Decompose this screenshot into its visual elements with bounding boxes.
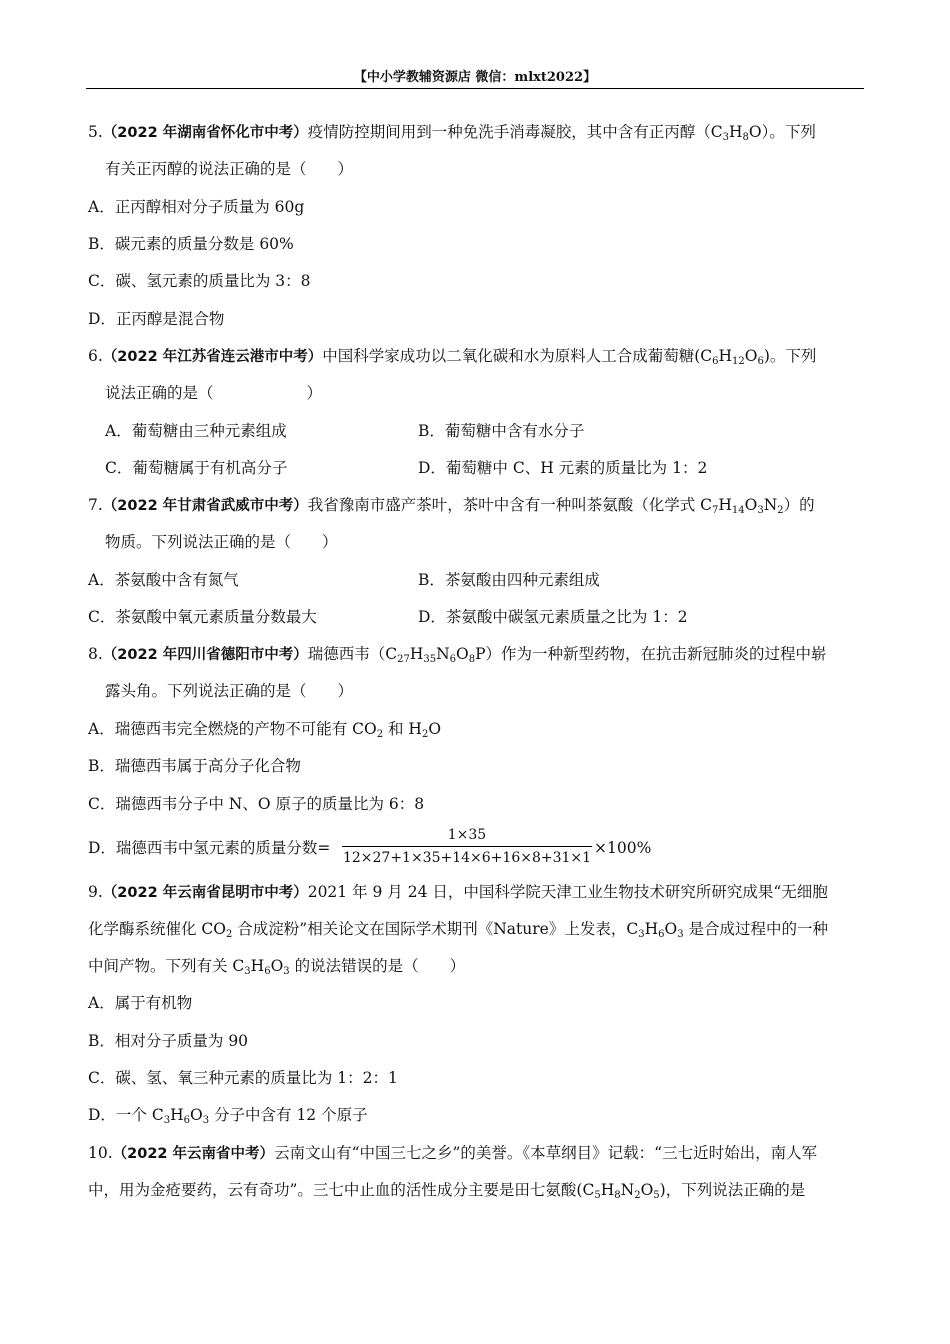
q6-formula-sub: 6 (757, 356, 764, 367)
q6-option-a: A．葡萄糖由三种元素组成 (105, 422, 287, 440)
q9-option-d-text: D．一个 C (88, 1106, 164, 1124)
q6-source: （2022 年江苏省连云港市中考） (102, 349, 323, 365)
q9-stem-text: 合成淀粉”相关论文在国际学术期刊《Nature》上发表，C (232, 920, 639, 938)
q6-stem-text: 中国科学家成功以二氧化碳和水为原料人工合成葡萄糖(C (322, 347, 713, 365)
q6-formula-sub: 12 (732, 356, 745, 367)
q6-option-b: B．葡萄糖中含有水分子 (418, 422, 585, 440)
q9-stem-line2 (88, 918, 828, 940)
q8-option-a-text: 和 H (383, 720, 422, 738)
q10-formula: H (600, 1181, 615, 1199)
q9-formula: O (190, 1106, 203, 1124)
q8-formula: O (456, 645, 469, 663)
q7-option-a: A．茶氨酸中含有氮气 (88, 571, 239, 589)
q7-stem-line2: 物质。下列说法正确的是（ ） (105, 533, 338, 551)
q6-stem-line1 (88, 345, 816, 368)
q9-stem-text: 化学酶系统催化 CO (88, 920, 226, 938)
q6-formula: H (718, 347, 733, 365)
q9-option-b: B．相对分子质量为 90 (88, 1032, 249, 1050)
q8-option-b: B．瑞德西韦属于高分子化合物 (88, 757, 301, 775)
q7-formula: O (744, 496, 758, 514)
q9-stem-text: 是合成过程中的一种 (683, 920, 828, 938)
q8-stem-text: P）作为一种新型药物，在抗击新冠肺炎的过程中崭 (475, 645, 827, 663)
q9-formula-sub: 6 (183, 1115, 190, 1126)
q10-formula: O (640, 1181, 654, 1199)
q9-source: （2022 年云南省昆明市中考） (102, 885, 308, 901)
q9-stem-line3 (88, 955, 465, 977)
q9-formula-sub: 3 (202, 1115, 210, 1126)
q9-formula: H (170, 1106, 184, 1124)
q9-formula: H (644, 920, 659, 938)
q5-option-c: C．碳、氢元素的质量比为 3：8 (88, 272, 311, 290)
q8-stem-line1 (88, 643, 827, 666)
q8-option-d-label: D．瑞德西韦中氢元素的质量分数= (88, 839, 331, 857)
q8-formula-sub: 2 (376, 729, 384, 740)
q9-formula: O (270, 957, 284, 975)
q10-stem-text: 中，用为金疮要药，云有奇功”。三七中止血的活性成分主要是田七氨酸(C (88, 1181, 595, 1199)
q8-formula: N (436, 645, 450, 663)
q9-option-a: A．属于有机物 (88, 994, 193, 1012)
q5-formula: H (728, 123, 743, 141)
header-rule (86, 88, 864, 89)
q9-formula: O (664, 920, 678, 938)
q8-option-d-percent: ×100% (594, 839, 652, 857)
q5-formula-sub: 3 (722, 132, 729, 143)
q8-formula-sub: 27 (397, 654, 410, 665)
q9-formula-sub: 3 (283, 966, 290, 977)
q10-formula-sub: 5 (594, 1190, 601, 1201)
q7-option-d: D．茶氨酸中碳氢元素质量之比为 1：2 (418, 608, 688, 626)
q5-option-a: A．正丙醇相对分子质量为 60g (88, 198, 305, 216)
q9-formula-sub: 3 (244, 966, 251, 977)
q7-formula: H (718, 496, 732, 514)
q7-formula-sub: 3 (757, 505, 764, 516)
q5-stem-text: O）。下列 (748, 123, 816, 141)
q10-formula-sub: 2 (634, 1190, 641, 1201)
q9-number: 9. (88, 883, 103, 901)
q6-stem-line2: 说法正确的是（ ） (105, 384, 323, 402)
q10-number: 10. (88, 1144, 113, 1162)
q7-option-c: C．茶氨酸中氧元素质量分数最大 (88, 608, 317, 626)
q6-option-c: C．葡萄糖属于有机高分子 (105, 459, 288, 477)
q10-stem-line1 (88, 1142, 817, 1165)
q10-source: （2022 年云南省中考） (112, 1146, 275, 1162)
q10-formula: N (620, 1181, 635, 1199)
q9-formula-sub: 6 (658, 929, 665, 940)
q9-option-d-text: 分子中含有 12 个原子 (209, 1106, 368, 1124)
q7-formula-sub: 2 (777, 505, 784, 516)
q9-formula: H (250, 957, 265, 975)
q7-stem-line1 (88, 494, 815, 517)
q8-option-a (88, 718, 441, 740)
q6-formula: O (744, 347, 758, 365)
q8-option-a-text: A．瑞德西韦完全燃烧的产物不可能有 CO (88, 720, 377, 738)
q7-formula-sub: 14 (731, 505, 745, 516)
q6-formula-sub: 6 (712, 356, 719, 367)
q9-formula-sub: 2 (226, 929, 233, 940)
q5-option-d: D．正丙醇是混合物 (88, 310, 225, 328)
q8-option-c: C．瑞德西韦分子中 N、O 原子的质量比为 6：8 (88, 795, 425, 813)
q9-formula-sub: 3 (677, 929, 684, 940)
q5-stem-line1 (88, 121, 816, 144)
q8-stem-line2: 露头角。下列说法正确的是（ ） (105, 682, 354, 700)
fraction-bar (342, 846, 592, 847)
q9-formula-sub: 3 (163, 1115, 171, 1126)
q6-number: 6. (88, 347, 103, 365)
q5-stem-line2: 有关正丙醇的说法正确的是（ ） (105, 160, 354, 178)
q8-formula-sub: 35 (423, 654, 437, 665)
q5-option-b: B．碳元素的质量分数是 60% (88, 235, 294, 253)
q8-stem-text: 瑞德西韦（C (307, 645, 398, 663)
q7-formula: N (763, 496, 778, 514)
fraction-denominator: 12×27+1×35+14×6+16×8+31×1 (342, 850, 592, 866)
q8-formula-sub: 8 (468, 654, 476, 665)
q9-option-d (88, 1104, 368, 1126)
q9-stem-text: 中间产物。下列有关 C (88, 957, 245, 975)
q9-stem-line1 (88, 881, 828, 904)
q9-formula-sub: 6 (264, 966, 271, 977)
q5-formula-sub: 8 (742, 132, 749, 143)
q7-source: （2022 年甘肃省武威市中考） (102, 498, 308, 514)
q8-formula-sub: 6 (449, 654, 457, 665)
q7-stem-text: ）的 (783, 496, 815, 514)
q10-stem-text: 云南文山有“中国三七之乡”的美誉。《本草纲目》记载：“三七近时始出，南人军 (274, 1144, 818, 1162)
q8-formula: H (409, 645, 424, 663)
q8-option-a-text: O (428, 720, 442, 738)
q10-stem-line2 (88, 1179, 805, 1201)
q9-option-c: C．碳、氢、氧三种元素的质量比为 1：2：1 (88, 1069, 398, 1087)
q8-source: （2022 年四川省德阳市中考） (102, 647, 308, 663)
q10-formula-sub: 5 (653, 1190, 660, 1201)
q8-formula-sub: 2 (421, 729, 429, 740)
q8-number: 8. (88, 645, 103, 663)
q7-formula-sub: 7 (712, 505, 719, 516)
q10-stem-text: )，下列说法正确的是 (659, 1181, 806, 1199)
q9-stem-text: 2021 年 9 月 24 日，中国科学院天津工业生物技术研究所研究成果“无细胞 (307, 883, 828, 901)
q8-option-d-fraction (342, 826, 592, 867)
q9-stem-text: 的说法错误的是（ ） (289, 957, 466, 975)
q5-number: 5. (88, 123, 103, 141)
q6-stem-text: )。下列 (763, 347, 817, 365)
q10-formula-sub: 8 (614, 1190, 621, 1201)
q7-number: 7. (88, 496, 103, 514)
q5-stem-text: 疫情防控期间用到一种免洗手消毒凝胶，其中含有正丙醇（C (307, 123, 723, 141)
page-header: 【中小学教辅资源店 微信：mlxt2022】 (353, 70, 597, 85)
q5-source: （2022 年湖南省怀化市中考） (102, 125, 308, 141)
q7-stem-text: 我省豫南市盛产茶叶，茶叶中含有一种叫茶氨酸（化学式 C (307, 496, 712, 514)
q9-formula-sub: 3 (638, 929, 645, 940)
q7-option-b: B．茶氨酸由四种元素组成 (418, 571, 600, 589)
fraction-numerator: 1×35 (447, 827, 487, 843)
q6-option-d: D．葡萄糖中 C、H 元素的质量比为 1：2 (418, 459, 708, 477)
